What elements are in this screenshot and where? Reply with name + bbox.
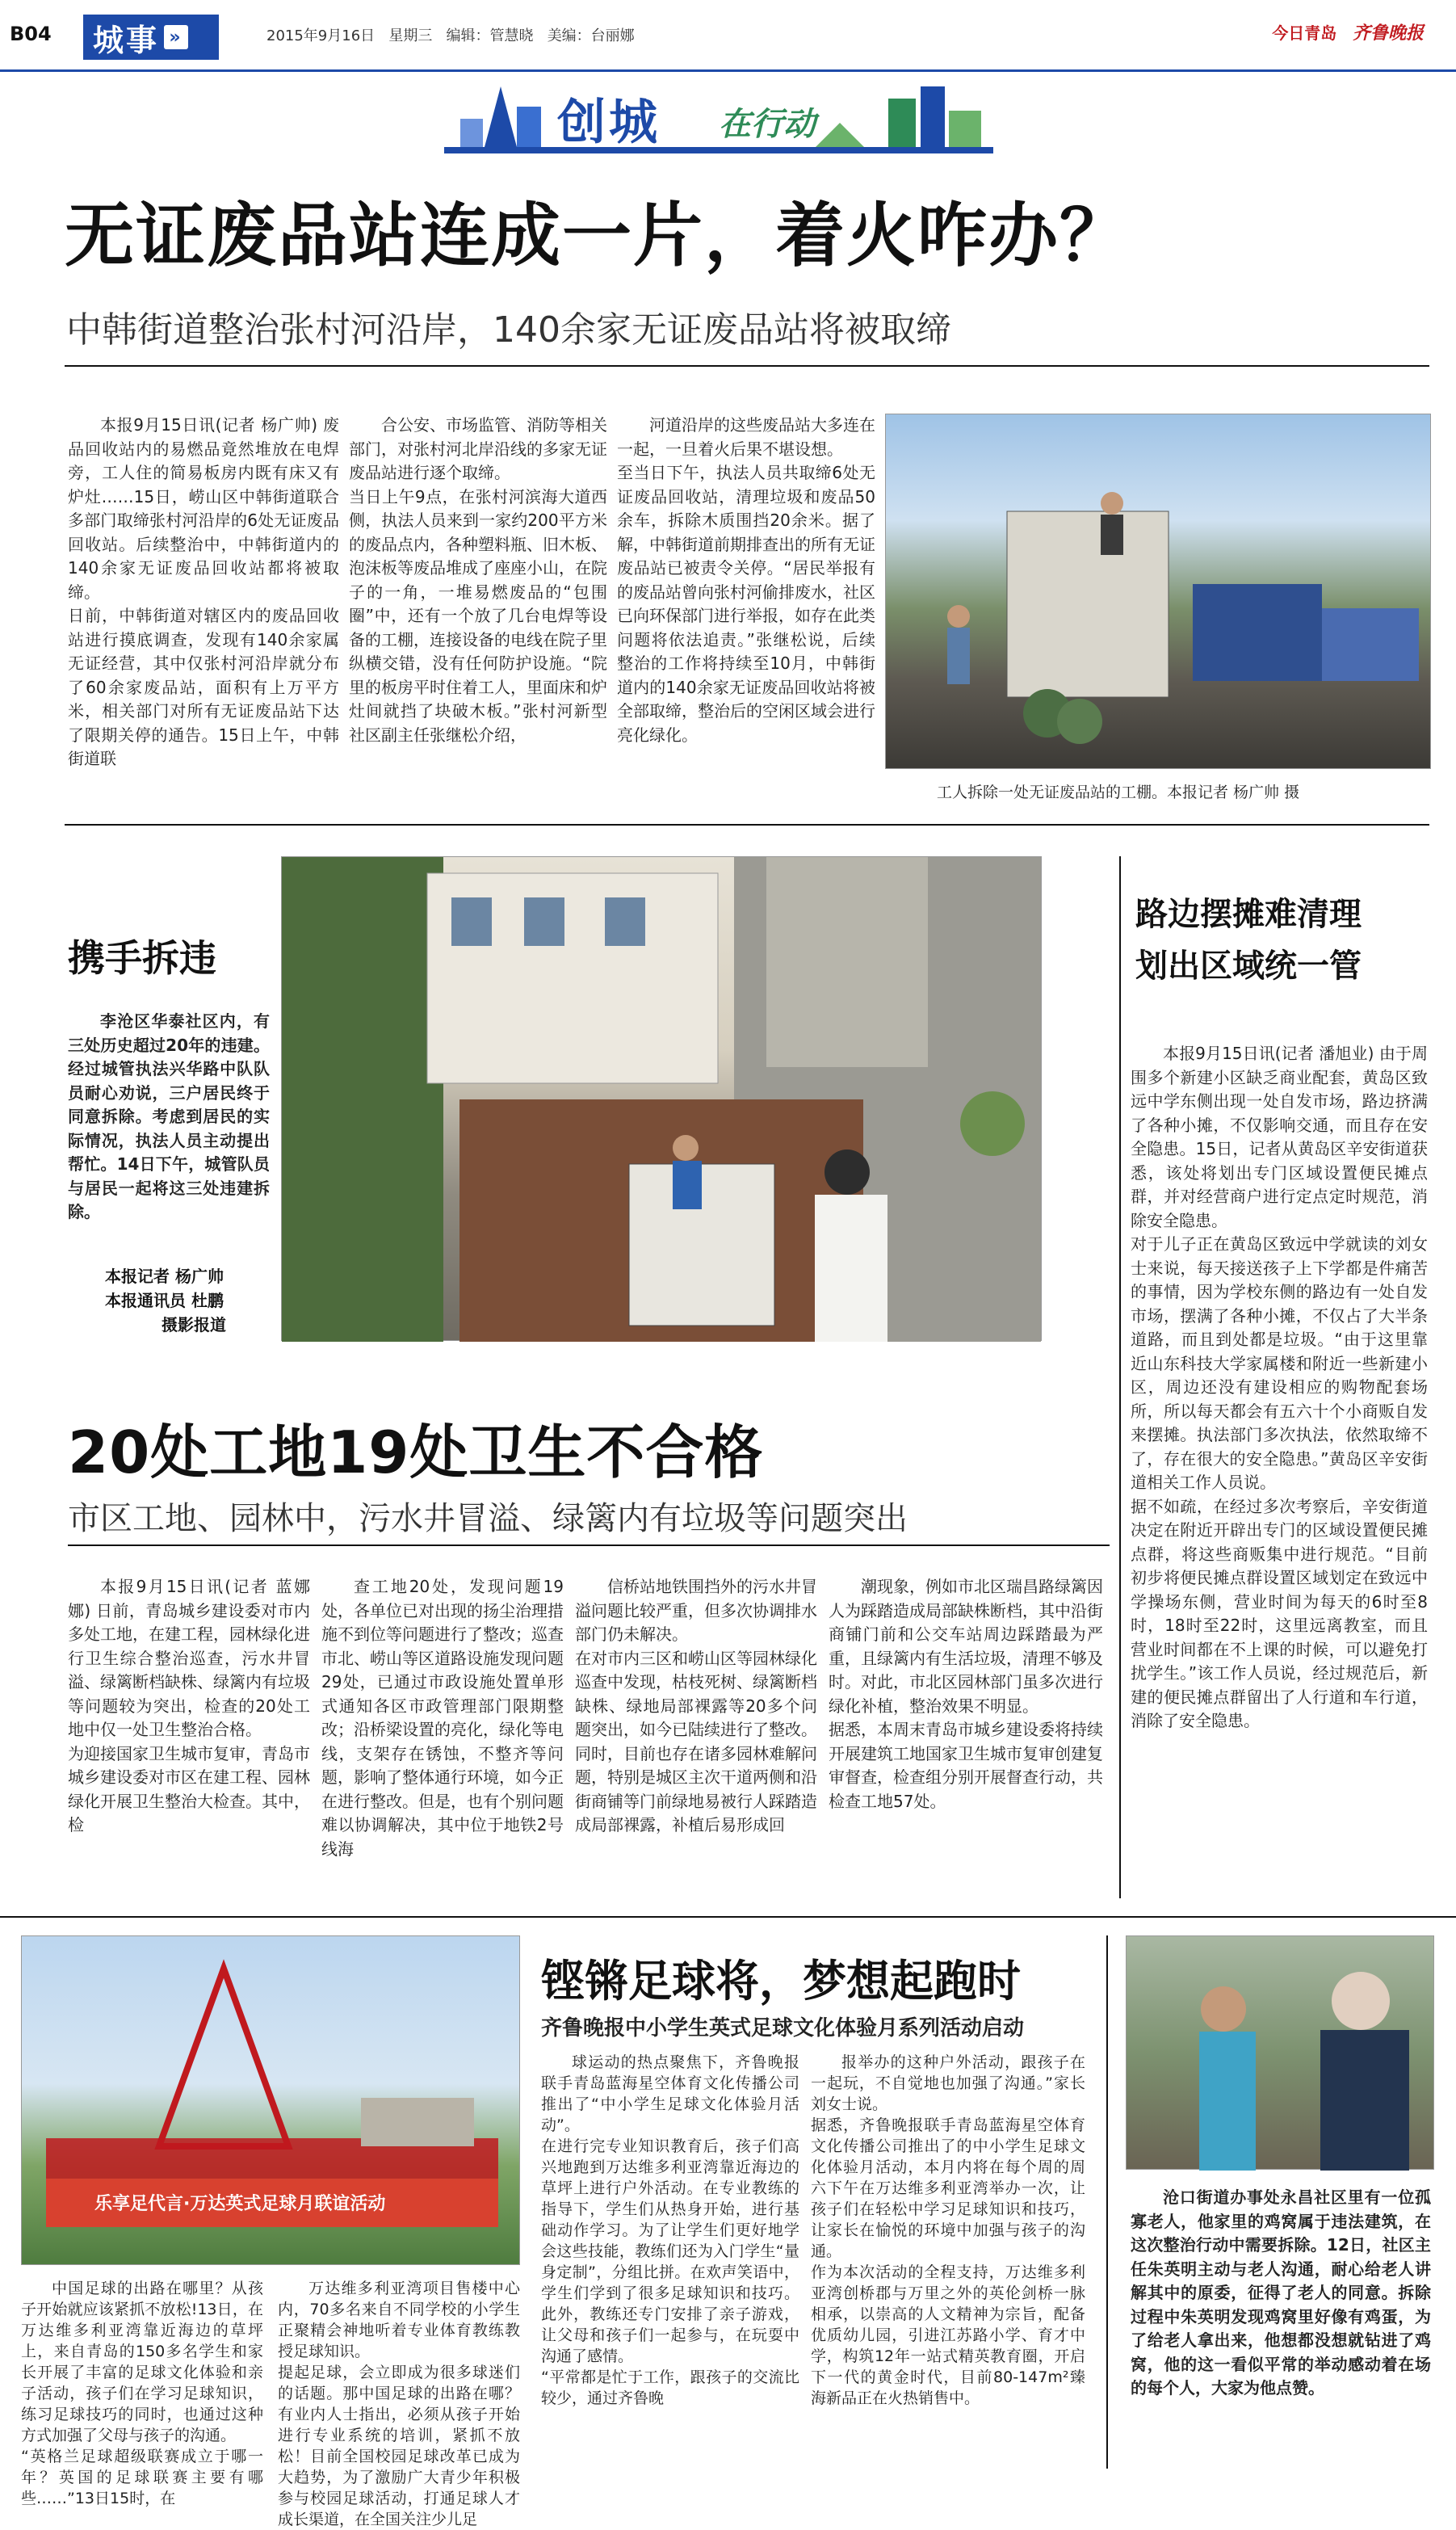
- workers-scene-illustration: [886, 414, 1432, 770]
- story4-column-1: [68, 1575, 310, 1914]
- column-divider: [1119, 856, 1121, 1898]
- story5-headline: 铿锵足球将，梦想起跑时: [541, 1956, 1021, 2007]
- header-info: [266, 24, 635, 45]
- story1-subhead: 中韩街道整治张村河沿岸，140余家无证废品站将被取缔: [66, 309, 951, 351]
- section-label: [83, 15, 219, 60]
- issue-weekday: 星期三: [388, 27, 433, 44]
- edition-name: 今日青岛: [1272, 23, 1337, 43]
- story1-text: 本报9月15日讯(记者 杨广帅) 废品回收站内的易燃品竟然堆放在电焊旁，工人住的简易板房内既有床又有炉灶……15日，崂山区中韩街道联合多部门取缔张村河沿岸的6处无证废品回收站。后续整治中，中韩街道内的140余家无证废品回收站都将被取缔。 日前，中韩街道对辖区内的废品回收站进行摸底调查，发现有140余家属无证经营，其中仅张村河沿岸就分布了60余家废品站，面积有上万平方米，相关部门对所有无证废品站下达了限期关停的通告。15日上午，中韩街道联: [68, 415, 339, 768]
- story2-credits: [105, 1264, 226, 1337]
- section-name: 城事: [93, 22, 160, 58]
- story2-credit-reporter: 本报记者 杨广帅: [105, 1267, 224, 1286]
- story4-headline: 20处工地19处卫生不合格: [68, 1418, 764, 1486]
- story1-column-2: [349, 414, 607, 801]
- section-divider: [65, 824, 1429, 826]
- elderly-man-illustration: [1127, 1936, 1435, 2171]
- masthead: [1272, 19, 1424, 44]
- campaign-banner: [436, 74, 1001, 170]
- story1-text: 合公安、市场监管、消防等相关部门，对张村河北岸沿线的多家无证废品站进行逐个取缔。 当日上午9点，在张村河滨海大道西侧，执法人员来到一家约200平方米的废品点内，各种塑料瓶、旧木板、泡沫板等废品堆成了座座小山，在院子的一角，一堆易燃废品的“包围圈”中，还有一个放了几台电焊等设备的工棚，连接设备的电线在院子里纵横交错，没有任何防护设施。“院里的板房平时住着工人，里面床和炉灶间就挡了块破木板。”张村河新型社区副主任张继松介绍，: [349, 415, 607, 745]
- page-number: B04: [10, 23, 52, 45]
- story5-photo: [21, 1935, 520, 2265]
- banner-subtitle: 在行动: [719, 106, 816, 143]
- header-rule: [0, 69, 1456, 72]
- story5-column-4: [811, 2052, 1085, 2472]
- story5-column-2: [278, 2278, 520, 2528]
- story5-text: 中国足球的出路在哪里？从孩子开始就应该紧抓不放松!13日，在万达维多利亚湾靠近海边的草坪上，来自青岛的150多名学生和家长开展了丰富的足球文化体验和亲子活动，孩子们在学习足球知识，练习足球技巧的同时，也通过这种方式加强了父母与孩子的沟通。 “英格兰足球超级联赛成立于哪一年？英国的足球联赛主要有哪些……”13日15时，在: [21, 2280, 263, 2507]
- story2-headline: 携手拆违: [68, 936, 216, 980]
- story4-column-3: [575, 1575, 817, 1914]
- story1-column-3: [617, 414, 875, 801]
- designer-credit: 美编：台丽娜: [547, 27, 635, 44]
- story4-text: 信桥站地铁围挡外的污水井冒溢问题比较严重，但多次协调排水部门仍未解决。 在对市内三区和崂山区等园林绿化巡查中发现，枯枝死树、绿篱断档缺株、绿地局部裸露等20多个问题突出，如今已陆续进行了整改。同时，目前也存在诸多园林难解问题，特别是城区主次干道两侧和沿街商铺等门前绿地易被行人踩踏造成局部裸露，补植后易形成回: [575, 1577, 817, 1834]
- story6-text: 沧口街道办事处永昌社区里有一位孤寡老人，他家里的鸡窝属于违法建筑，在这次整治行动中需要拆除。12日，社区主任朱英明主动与老人沟通，耐心给老人讲解其中的原委，征得了老人的同意。拆除过程中朱英明发现鸡窝里好像有鸡蛋，为了给老人拿出来，他想都没想就钻进了鸡窝，他的这一看似平常的举动感动着在场的每个人，大家为他点赞。: [1131, 2187, 1431, 2398]
- column-divider: [1106, 1935, 1108, 2469]
- story6-text-block: [1131, 2186, 1431, 2469]
- story2-text-block: [68, 1010, 270, 1260]
- story5-column-3: [541, 2052, 799, 2472]
- story1-text: 河道沿岸的这些废品站大多连在一起，一旦着火后果不堪设想。 至当日下午，执法人员共取缔6处无证废品回收站，清理垃圾和废品50余车，拆除木质围挡20余米。据了解，中韩街道前期排查出的所有无证废品站已被责令关停。“居民举报有的废品站曾向张村河偷排废水，社区已向环保部门进行举报，如存在此类问题将依法追责。”张继松说，后续整治的工作将持续至10月，中韩街道内的140余家无证废品回收站将被全部取缔，整治后的空闲区域会进行亮化绿化。: [617, 415, 875, 745]
- story3-headline: [1135, 889, 1362, 992]
- story4-column-4: [829, 1575, 1103, 1914]
- section-divider: [0, 1916, 1456, 1918]
- editor-credit: 编辑：管慧晓: [446, 27, 534, 44]
- chevron-right-icon: »: [164, 25, 188, 49]
- story1-photo: [885, 414, 1431, 769]
- story2-photo: [281, 856, 1042, 1341]
- story5-column-1: [21, 2278, 263, 2507]
- football-event-illustration: [22, 1936, 521, 2266]
- story4-column-2: [321, 1575, 564, 1914]
- story3-text: 本报9月15日讯(记者 潘旭业) 由于周围多个新建小区缺乏商业配套，黄岛区致远中学东侧出现一处自发市场，路边挤满了各种小摊，不仅影响交通，而且存在安全隐患。15日，记者从黄岛区辛安街道获悉，该处将划出专门区域设置便民摊点群，并对经营商户进行定点定时规范，消除安全隐患。 对于儿子正在黄岛区致远中学就读的刘女士来说，每天接送孩子上下学都是件痛苦的事情，因为学校东侧的路边有一处自发市场，摆满了各种小摊，不仅占了大半条道路，而且到处都是垃圾。“由于这里靠近山东科技大学家属楼和附近一些新建小区，周边还没有建设相应的购物配套场所，所以每天都会有五六十个小商贩自发来摆摊。执法部门多次执法，依然取缔不了，存在很大的安全隐患。”黄岛区辛安街道相关工作人员说。 据不如疏，在经过多次考察后，辛安街道决定在附近开辟出专门的区域设置便民摊点群，将这些商贩集中进行规范。“目前初步将便民摊点群设置区域划定在致远中学操场东侧，营业时间为每天的6时至8时，18时至22时，这里远离教室，而且营业时间都在不上课的时候，可以避免打扰学生。”该工作人员说，经过规范后，新建的便民摊点群留出了人行道和车行道，消除了安全隐患。: [1131, 1044, 1428, 1730]
- story4-text: 查工地20处，发现问题19处，各单位已对出现的扬尘治理措施不到位等问题进行了整改；巡查市北、崂山等区道路设施发现问题29处，已通过市政设施处置单形式通知各区市政管理部门限期整改；沿桥梁设置的亮化，绿化等电线，支架存在锈蚀，不整齐等问题，影响了整体通行环境，如今正在进行整改。但是，也有个别问题难以协调解决，其中位于地铁2号线海: [321, 1577, 564, 1859]
- banner-title: 创城: [557, 95, 661, 151]
- story2-credit-photo: 摄影报道: [162, 1315, 226, 1334]
- story1-photo-caption: 工人拆除一处无证废品站的工棚。本报记者 杨广帅 摄: [937, 784, 1300, 801]
- story1-headline: 无证废品站连成一片，着火咋办？: [65, 195, 1131, 276]
- story3-headline-line1: 路边摆摊难清理: [1135, 896, 1362, 933]
- story4-text: 潮现象，例如市北区瑞昌路绿篱因人为踩踏造成局部缺株断档，其中沿街商铺门前和公交车站周边踩踏最为严重，且绿篱内有生活垃圾，清理不够及时。对此，市北区园林部门虽多次进行绿化补植，整治效果不明显。 据悉，本周末青岛市城乡建设委将持续开展建筑工地国家卫生城市复审创建复审督查，检查组分别开展督查行动，共检查工地57处。: [829, 1577, 1103, 1811]
- story4-subhead: 市区工地、园林中，污水井冒溢、绿篱内有垃圾等问题突出: [68, 1500, 908, 1537]
- story5-text: 报举办的这种户外活动，跟孩子在一起玩，不自觉地也加强了沟通。”家长刘女士说。 据悉，齐鲁晚报联手青岛蓝海星空体育文化传播公司推出了的中小学生足球文化体验月活动，本月内将在每个周的周六下午在万达维多利亚湾举办一次，让孩子们在轻松中学习足球知识和技巧，让家长在愉悦的环境中加强与孩子的沟通。 作为本次活动的全程支持，万达维多利亚湾创桥郡与万里之外的英伦剑桥一脉相承，以崇高的人文精神为宗旨，配备优质幼儿园，引进江苏路小学、育才中学，构筑12年一站式精英教育圈，开启下一代的黄金时代，目前80-147m²臻海新品正在火热销售中。: [811, 2053, 1085, 2407]
- paper-name: 齐鲁晚报: [1352, 23, 1424, 44]
- story1-column-1: [68, 414, 339, 801]
- event-banner-text: 乐享足代言·万达英式足球月联谊活动: [94, 2194, 386, 2214]
- story5-text: 球运动的热点聚焦下，齐鲁晚报联手青岛蓝海星空体育文化传播公司推出了“中小学生足球文化体验月活动”。 在进行完专业知识教育后，孩子们高兴地跑到万达维多利亚湾靠近海边的草坪上进行户外活动。在专业教练的指导下，学生们从热身开始，进行基础动作学习。为了让学生们更好地学会这些技能，教练们还为入门学生“量身定制”，分组比拼。在欢声笑语中，学生们学到了很多足球知识和技巧。此外，教练还专门安排了亲子游戏，让父母和孩子们一起参与，在玩耍中沟通了感情。 “平常都是忙于工作，跟孩子的交流比较少，通过齐鲁晚: [541, 2053, 799, 2407]
- story2-credit-correspondent: 本报通讯员 杜鹏: [105, 1291, 224, 1310]
- story5-text: 万达维多利亚湾项目售楼中心内，70多名来自不同学校的小学生正聚精会神地听着专业体育教练教授足球知识。 提起足球，会立即成为很多球迷们的话题。那中国足球的出路在哪？有业内人士指出，必须从孩子开始进行专业系统的培训，紧抓不放松！目前全国校园足球改革已成为大趋势，为了激励广大青少年积极参与校园足球活动，打通足球人才成长渠道，在全国关注少儿足: [278, 2280, 520, 2528]
- story3-text-block: [1131, 1042, 1428, 1898]
- story2-text: 李沧区华泰社区内，有三处历史超过20年的违建。经过城管执法兴华路中队队员耐心劝说，三户居民终于同意拆除。考虑到居民的实际情况，执法人员主动提出帮忙。14日下午，城管队员与居民一起将这三处违建拆除。: [68, 1011, 270, 1221]
- story4-rule: [68, 1544, 1110, 1546]
- issue-date: 2015年9月16日: [266, 27, 376, 44]
- story3-headline-line2: 划出区域统一管: [1135, 948, 1362, 985]
- story6-photo: [1126, 1935, 1434, 2170]
- story5-subhead: 齐鲁晚报中小学生英式足球文化体验月系列活动启动: [541, 2016, 1025, 2040]
- story1-rule: [65, 365, 1429, 367]
- story4-text: 本报9月15日讯(记者 蓝娜娜) 日前，青岛城乡建设委对市内多处工地，在建工程，园林绿化进行卫生综合整治巡查，污水井冒溢、绿篱断档缺株、绿篱内有垃圾等问题较为突出，检查的20处工地中仅一处卫生整治合格。 为迎接国家卫生城市复审，青岛市城乡建设委对市区在建工程、园林绿化开展卫生整治大检查。其中，检: [68, 1577, 310, 1834]
- demolition-scene-illustration: [282, 857, 1043, 1342]
